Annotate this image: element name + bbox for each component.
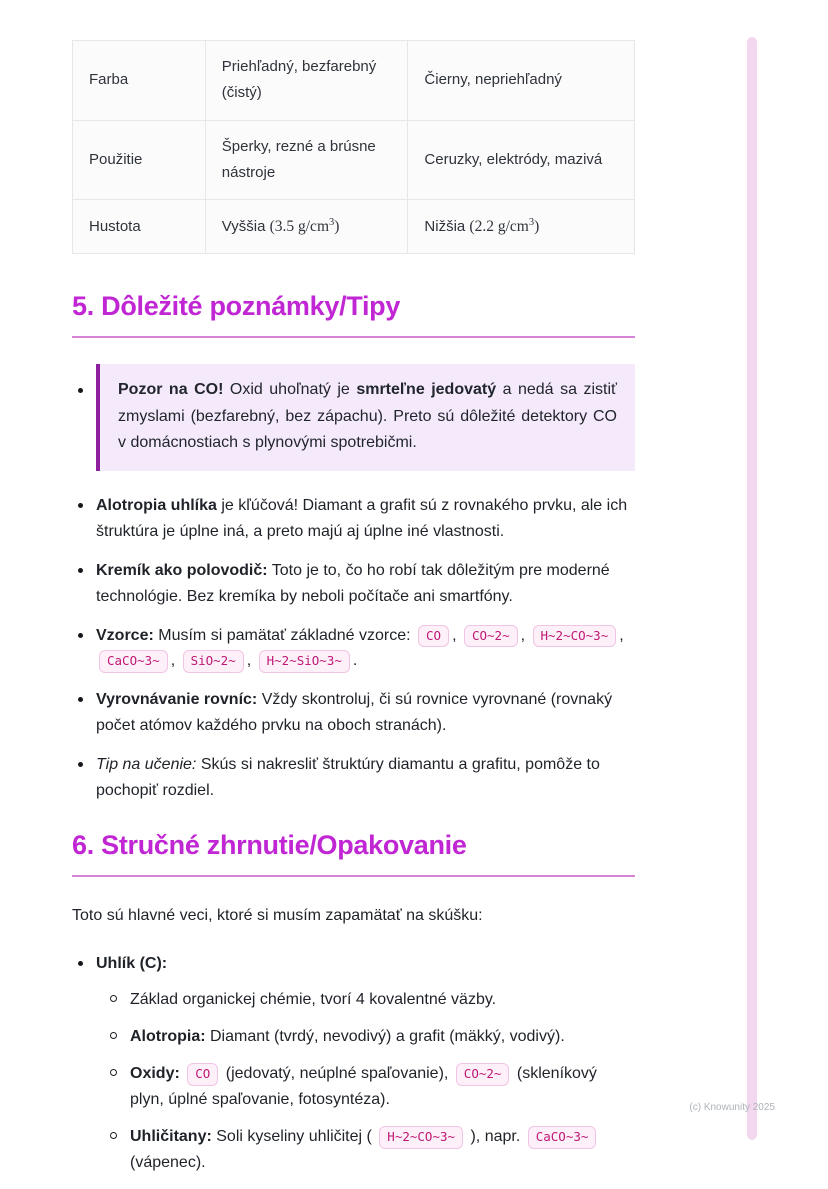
bullet-bold-lead: Uhlík (C): [96,954,168,972]
formula-chip: CaCO~3~ [99,650,168,673]
table-cell-graphite: Čierny, nepriehľadný [408,41,635,121]
list-item-callout [72,364,635,471]
table-cell-property: Farba [73,41,206,121]
math-value: (2.2 g/cm [469,218,529,235]
table-cell-property: Hustota [73,200,206,254]
section-divider [72,875,635,877]
list-item-alotropia [72,493,635,545]
bullet-bold-lead: Vzorce: [96,626,154,644]
list-item-vzorce [72,623,635,675]
list-item-uhlik [72,951,635,1176]
table-cell-diamond: Šperky, rezné a brúsne nástroje [205,120,408,200]
callout-bold-emphasis: smrteľne jedovatý [356,381,497,399]
summary-intro: Toto sú hlavné veci, ktoré si musím zapamätať na skúšku: [72,906,483,924]
section-6-heading: 6. Stručné zhrnutie/Opakovanie [72,829,467,860]
bullet-bold-lead: Alotropia: [130,1028,206,1046]
bullet-text: Toto je to, čo ho robí tak dôležitým pre moderné technológie. Bez kremíka by neboli počítače ani smartfóny. [96,561,610,605]
summary-bullet-list [72,951,635,1176]
bullet-text: Základ organickej chémie, tvorí 4 kovalentné väzby. [130,991,497,1009]
bullet-bold-lead: Uhličitany: [130,1128,212,1146]
bullet-text: (vápenec). [130,1153,206,1171]
sub-item-oxidy [108,1061,635,1113]
table-row-farba [73,41,635,121]
bullet-text: Soli kyseliny uhličitej ( [211,1128,377,1146]
math-close-paren: ) [334,218,340,235]
table-cell-graphite: Ceruzky, elektródy, mazivá [408,120,635,200]
document-content [72,0,635,1189]
chip-separator: , [520,626,530,644]
bullet-text: Vždy skontroluj, či sú rovnice vyrovnané (rovnaký počet atómov každého prvku na oboch stranách). [96,691,613,735]
formula-chip: SiO~2~ [183,650,244,673]
sub-item-uhlicitany [108,1124,635,1176]
list-item-tip [72,752,635,804]
bullet-text: (skleníkový plyn, úplné spaľovanie, fotosyntéza). [130,1065,597,1109]
formula-chip: CO~2~ [464,625,518,648]
notes-bullet-list [72,364,635,804]
list-item-vyrovnavanie [72,687,635,739]
uhlik-sub-list [96,987,635,1175]
formula-chip: CO~2~ [456,1063,510,1086]
table-cell-graphite [408,200,635,254]
math-superscript: 3 [329,217,335,228]
warning-callout [96,364,635,471]
formula-chip: CO [418,625,449,648]
bullet-text: Diamant (tvrdý, nevodivý) a grafit (mäkký, vodivý). [205,1028,565,1046]
sentence-end: . [352,652,358,670]
bullet-text: Musím si pamätať základné vzorce: [153,626,416,644]
bullet-bold-lead: Vyrovnávanie rovníc: [96,691,258,709]
chip-separator: , [619,626,624,644]
formula-chip: H~2~CO~3~ [379,1126,463,1149]
callout-text: Oxid uhoľnatý je [223,381,357,399]
bullet-text: ), napr. [466,1128,525,1146]
table-row-hustota [73,200,635,254]
callout-bold-lead: Pozor na CO! [118,381,224,399]
table-row-pouzitie [73,120,635,200]
bullet-text: Skús si nakresliť štruktúry diamantu a grafitu, pomôže to pochopiť rozdiel. [96,756,600,800]
math-value: (3.5 g/cm [269,218,329,235]
formula-chip: H~2~CO~3~ [533,625,617,648]
chip-separator: , [170,652,180,670]
text-segment: Vyššia [221,218,270,235]
chip-separator: , [452,626,461,644]
watermark: (c) Knowunity 2025 [689,1102,775,1113]
list-item-kremik [72,558,635,610]
section-5-heading: 5. Dôležité poznámky/Tipy [72,291,401,322]
chip-separator: , [246,652,256,670]
comparison-table [72,40,635,254]
sub-item-zaklad [108,987,635,1013]
table-cell-property: Použitie [73,120,206,200]
bullet-text: je kľúčová! Diamant a grafit sú z rovnakého prvku, ale ich štruktúra je úplne iná, a preto majú aj úplne iné vlastnosti. [96,496,628,540]
bullet-bold-lead: Oxidy: [130,1065,180,1083]
formula-chip: CO [187,1063,218,1086]
table-cell-diamond: Priehľadný, bezfarebný (čistý) [205,41,408,121]
section-divider [72,336,635,338]
bullet-bold-lead: Alotropia uhlíka [96,496,217,514]
bullet-italic-lead: Tip na učenie: [96,756,197,774]
bullet-bold-lead: Kremík ako polovodič: [96,561,268,579]
math-close-paren: ) [534,218,540,235]
text-segment: Nižšia [424,218,470,235]
sub-item-alotropia [108,1024,635,1050]
table-cell-diamond [205,200,408,254]
formula-chip: H~2~SiO~3~ [259,650,350,673]
page-scrollbar[interactable] [747,37,757,1140]
math-superscript: 3 [528,217,535,228]
bullet-text: (jedovatý, neúplné spaľovanie), [221,1065,453,1083]
callout-text: a nedá sa zistiť zmyslami (bezfarebný, bez zápachu). Preto sú dôležité detektory CO v domácnostiach s plynovými spotrebičmi. [118,381,617,452]
formula-chip: CaCO~3~ [528,1126,597,1149]
